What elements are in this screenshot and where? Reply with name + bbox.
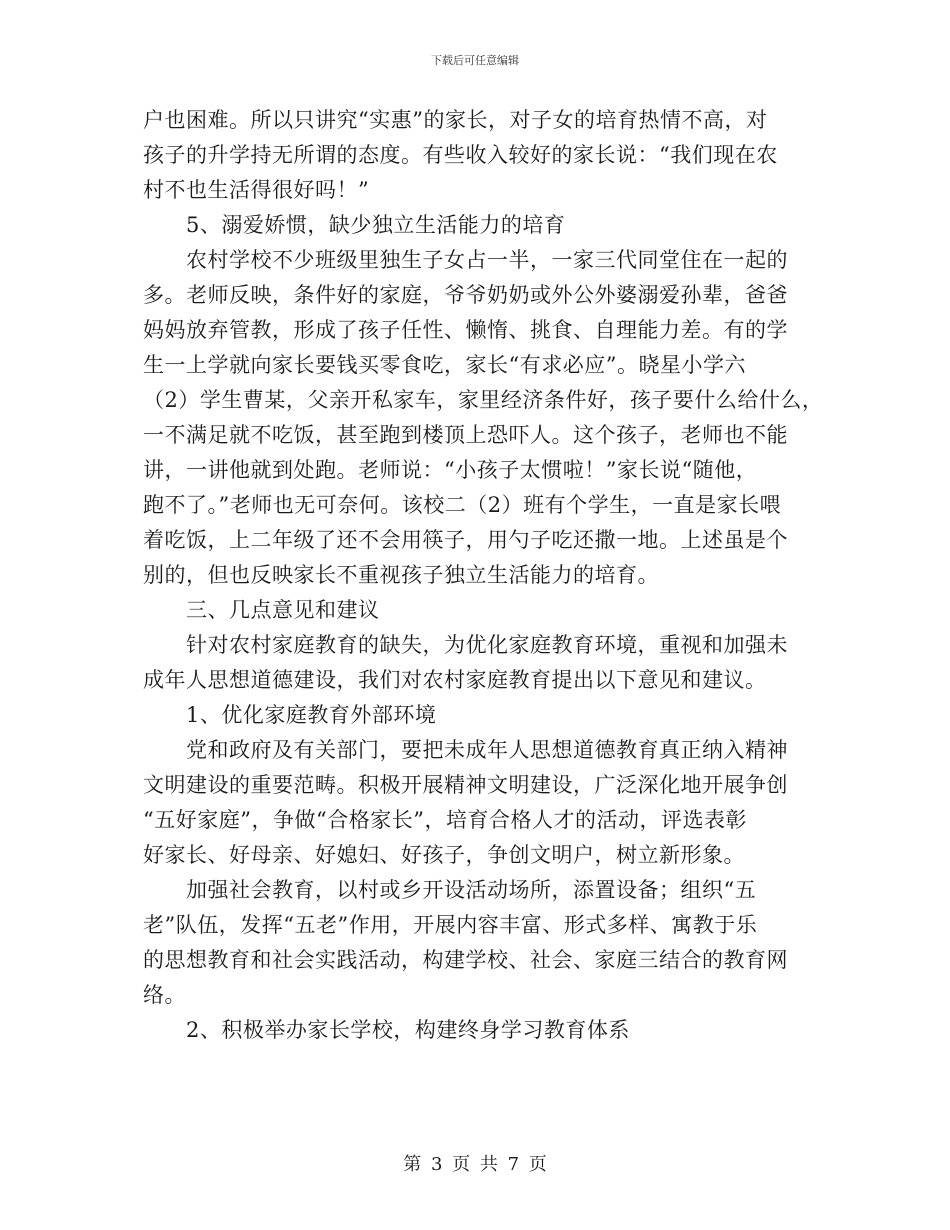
text-line: 加强社会教育，以村或乡开设活动场所，添置设备；组织“五 bbox=[186, 878, 757, 902]
text-line: 妈妈放弃管教，形成了孩子任性、懒惰、挑食、自理能力差。有的学 bbox=[143, 318, 788, 342]
text-line: 讲，一讲他就到处跑。老师说：“小孩子太惯啦！”家长说“随他， bbox=[143, 458, 758, 482]
text-line: 村不也生活得很好吗！” bbox=[143, 178, 370, 202]
section-heading: 2、积极举办家长学校，构建终身学习教育体系 bbox=[186, 1018, 630, 1042]
text-line: 农村学校不少班级里独生子女占一半，一家三代同堂住在一起的 bbox=[186, 248, 788, 272]
text-line: 文明建设的重要范畴。积极开展精神文明建设，广泛深化地开展争创 bbox=[143, 773, 788, 797]
text-line: “五好家庭”，争做“合格家长”，培育合格人才的活动，评选表彰 bbox=[143, 808, 747, 832]
section-heading: 5、溺爱娇惯，缺少独立生活能力的培育 bbox=[186, 213, 566, 237]
section-heading: 1、优化家庭教育外部环境 bbox=[186, 703, 437, 727]
document-body bbox=[143, 103, 823, 1048]
text-line: 针对农村家庭教育的缺失，为优化家庭教育环境，重视和加强未 bbox=[186, 633, 788, 657]
text-line: 多。老师反映，条件好的家庭，爷爷奶奶或外公外婆溺爱孙辈，爸爸 bbox=[143, 283, 788, 307]
text-line: 别的，但也反映家长不重视孩子独立生活能力的培育。 bbox=[143, 563, 659, 587]
text-line: （2）学生曹某，父亲开私家车，家里经济条件好，孩子要什么给什么， bbox=[143, 388, 824, 412]
section-heading: 三、几点意见和建议 bbox=[186, 598, 380, 622]
text-line: 成年人思想道德建设，我们对农村家庭教育提出以下意见和建议。 bbox=[143, 668, 767, 692]
page-footer: 第 3 页 共 7 页 bbox=[403, 1154, 547, 1175]
text-line: 的思想教育和社会实践活动，构建学校、社会、家庭三结合的教育网 bbox=[143, 948, 788, 972]
text-line: 好家长、好母亲、好媳妇、好孩子，争创文明户，树立新形象。 bbox=[143, 843, 745, 867]
text-line: 孩子的升学持无所谓的态度。有些收入较好的家长说：“我们现在农 bbox=[143, 143, 778, 167]
text-line: 一不满足就不吃饭，甚至跑到楼顶上恐吓人。这个孩子，老师也不能 bbox=[143, 423, 788, 447]
text-line: 户也困难。所以只讲究“实惠”的家长，对子女的培育热情不高，对 bbox=[143, 108, 768, 132]
text-line: 党和政府及有关部门，要把未成年人思想道德教育真正纳入精神 bbox=[186, 738, 788, 762]
text-line: 老”队伍，发挥“五老”作用，开展内容丰富、形式多样、寓教于乐 bbox=[143, 913, 758, 937]
text-line: 跑不了。”老师也无可奈何。该校二（2）班有个学生，一直是家长喂 bbox=[143, 493, 782, 517]
text-line: 着吃饭，上二年级了还不会用筷子，用勺子吃还撒一地。上述虽是个 bbox=[143, 528, 788, 552]
text-line: 生一上学就向家长要钱买零食吃，家长“有求必应”。晓星小学六 bbox=[143, 353, 746, 377]
page-header: 下载后可任意编辑 bbox=[431, 54, 519, 67]
text-line: 络。 bbox=[143, 983, 186, 1007]
